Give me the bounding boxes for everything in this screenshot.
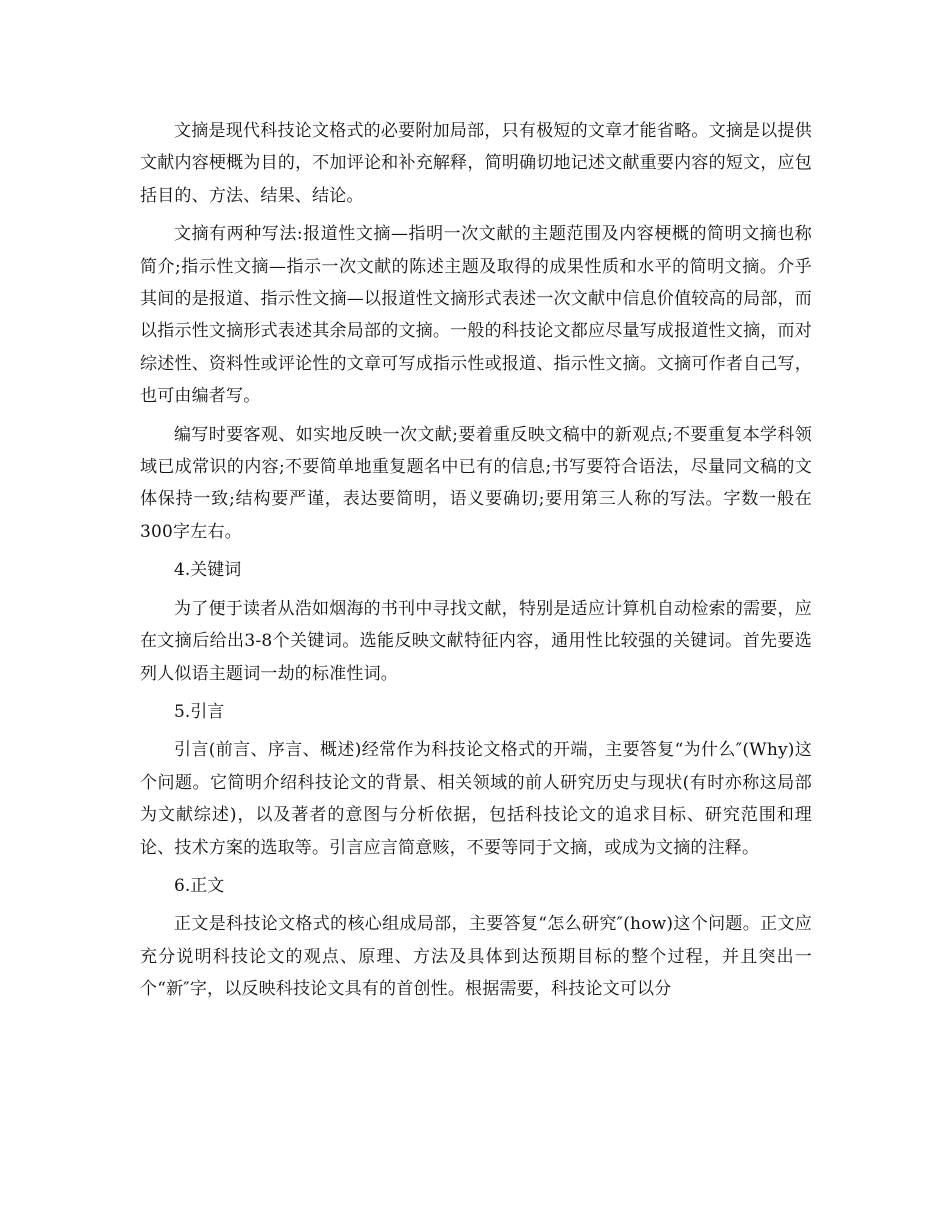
abstract-definition-paragraph: 文摘是现代科技论文格式的必要附加局部，只有极短的文章才能省略。文摘是以提供文献内容梗概为目的，不加评论和补充解释，简明确切地记述文献重要内容的短文，应包括目的、方法、结果、结论。 — [140, 121, 812, 206]
section-heading-introduction: 5.引言 — [174, 701, 225, 722]
introduction-paragraph: 引言(前言、序言、概述)经常作为科技论文格式的开端，主要答复“为什么″(Why)这个问题。它简明介绍科技论文的背景、相关领域的前人研究历史与现状(有时亦称这局部为文献综述)，以及著者的意图与分析依据，包括科技论文的追求目标、研究范围和理论、技术方案的选取等。引言应言简意赅，不要等同于文摘，或成为文摘的注释。 — [140, 740, 812, 858]
abstract-writing-rules-paragraph: 编写时要客观、如实地反映一次文献;要着重反映文稿中的新观点;不要重复本学科领域已成常识的内容;不要简单地重复题名中已有的信息;书写要符合语法，尽量同文稿的文体保持一致;结构要严谨，表达要简明，语义要确切;要用第三人称的写法。字数一般在300字左右。 — [140, 424, 812, 542]
keywords-paragraph: 为了便于读者从浩如烟海的书刊中寻找文献，特别是适应计算机自动检索的需要，应在文摘后给出3-8个关键词。选能反映文献特征内容，通用性比较强的关键词。首先要选列人似语主题词一劫的标准性词。 — [140, 598, 812, 684]
section-heading-keywords: 4.关键词 — [174, 560, 242, 581]
document-body — [140, 115, 812, 1012]
section-heading-main-text: 6.正文 — [174, 875, 225, 896]
main-text-paragraph: 正文是科技论文格式的核心组成局部，主要答复“怎么研究″(how)这个问题。正文应充分说明科技论文的观点、原理、方法及具体到达预期目标的整个过程，并且突出一个“新″字，以反映科技论文具有的首创性。根据需要，科技论文可以分 — [140, 914, 812, 1000]
abstract-types-paragraph: 文摘有两种写法:报道性文摘—指明一次文献的主题范围及内容梗概的简明文摘也称简介;指示性文摘—指示一次文献的陈述主题及取得的成果性质和水平的简明文摘。介乎其间的是报道、指示性文摘—以报道性文摘形式表述一次文献中信息价值较高的局部，而以指示性文摘形式表述其余局部的文摘。一般的科技论文都应尽量写成报道性文摘，而对综述性、资料性或评论性的文章可写成指示性或报道、指示性文摘。文摘可作者自己写，也可由编者写。 — [140, 224, 812, 407]
